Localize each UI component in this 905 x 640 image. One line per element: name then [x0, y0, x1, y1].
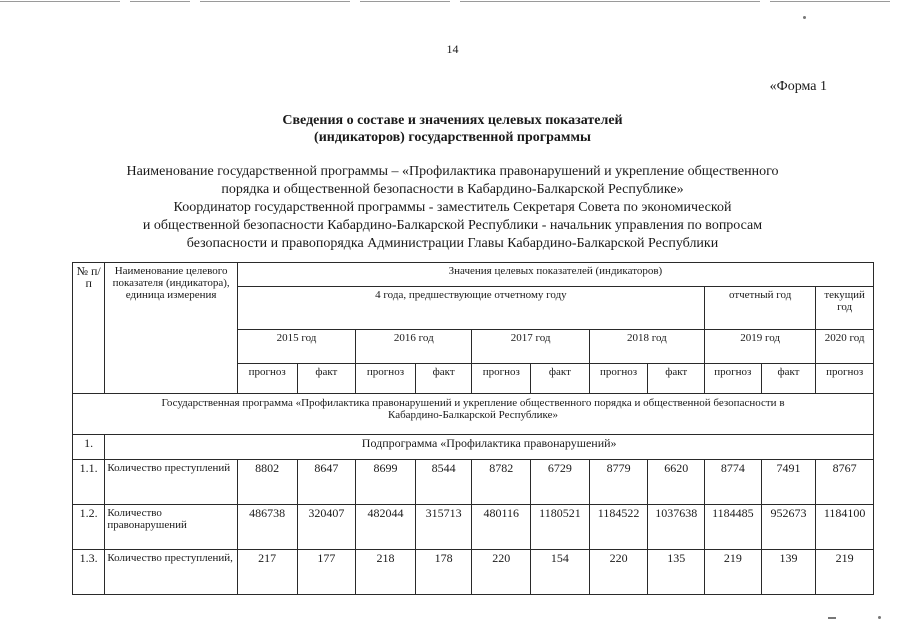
header-prev-years: 4 года, предшествующие отчетному году: [237, 287, 704, 330]
value-cell: 1037638: [648, 505, 705, 550]
scan-mark: [803, 16, 806, 19]
header-report-year: отчетный год: [705, 287, 816, 330]
row-num: 1.3.: [73, 550, 105, 595]
value-cell: 482044: [356, 505, 416, 550]
year-header: 2015 год: [237, 330, 355, 364]
scan-edge: [0, 0, 905, 4]
subheader-cell: прогноз: [705, 364, 762, 394]
value-cell: 1184485: [705, 505, 762, 550]
subheader-cell: прогноз: [589, 364, 648, 394]
subheader-cell: прогноз: [472, 364, 531, 394]
value-cell: 139: [761, 550, 816, 595]
year-header: 2017 год: [472, 330, 589, 364]
subheader-cell: факт: [297, 364, 356, 394]
value-cell: 8544: [415, 460, 472, 505]
value-cell: 8767: [816, 460, 874, 505]
scan-mark: [828, 617, 836, 619]
page-number: 14: [446, 42, 459, 56]
value-cell: 8647: [297, 460, 356, 505]
row-num: 1.2.: [73, 505, 105, 550]
value-cell: 1184522: [589, 505, 648, 550]
scan-mark: [878, 616, 881, 619]
header-current-year: текущий год: [816, 287, 874, 330]
year-header: 2020 год: [816, 330, 874, 364]
info-line: порядка и общественной безопасности в Кабардино-Балкарской Республике»: [221, 182, 684, 197]
value-cell: 486738: [237, 505, 297, 550]
table-row: [73, 505, 874, 550]
subprogram-name: Подпрограмма «Профилактика правонарушений»: [105, 435, 874, 460]
subheader-cell: прогноз: [237, 364, 297, 394]
info-line: Координатор государственной программы - заместитель Секретаря Совета по экономической: [173, 200, 732, 215]
subheader-cell: факт: [531, 364, 590, 394]
table-row: [73, 460, 874, 505]
value-cell: 1184100: [816, 505, 874, 550]
table-row: [73, 550, 874, 595]
value-cell: 8779: [589, 460, 648, 505]
year-header: 2018 год: [589, 330, 704, 364]
value-cell: 320407: [297, 505, 356, 550]
year-header: 2019 год: [705, 330, 816, 364]
value-cell: 6620: [648, 460, 705, 505]
header-values: Значения целевых показателей (индикаторов): [237, 263, 873, 287]
subheader-cell: прогноз: [816, 364, 874, 394]
subprogram-num: 1.: [73, 435, 105, 460]
subheader-cell: прогноз: [356, 364, 416, 394]
form-label: «Форма 1: [769, 79, 827, 94]
value-cell: 8774: [705, 460, 762, 505]
header-num: № п/п: [73, 263, 105, 394]
program-info: [0, 163, 905, 253]
value-cell: 218: [356, 550, 416, 595]
value-cell: 480116: [472, 505, 531, 550]
subheader-cell: факт: [415, 364, 472, 394]
value-cell: 315713: [415, 505, 472, 550]
value-cell: 1180521: [531, 505, 590, 550]
value-cell: 220: [589, 550, 648, 595]
row-indicator-name: Количество правонарушений: [105, 505, 237, 550]
info-line: безопасности и правопорядка Администрации Главы Кабардино-Балкарской Республики: [186, 236, 719, 251]
title-line: (индикаторов) государственной программы: [314, 130, 591, 145]
value-cell: 6729: [531, 460, 590, 505]
value-cell: 219: [705, 550, 762, 595]
value-cell: 178: [415, 550, 472, 595]
subheader-cell: факт: [648, 364, 705, 394]
value-cell: 217: [237, 550, 297, 595]
value-cell: 8782: [472, 460, 531, 505]
value-cell: 135: [648, 550, 705, 595]
program-row: Государственная программа «Профилактика правонарушений и укрепление общественного порядка и общественной безопасности в Кабардино-Балкарской Республике»: [73, 394, 874, 435]
header-indicator-name: Наименование целевого показателя (индикатора), единица измерения: [105, 263, 237, 394]
value-cell: 7491: [761, 460, 816, 505]
info-line: Наименование государственной программы – «Профилактика правонарушений и укрепление общественного: [126, 164, 779, 179]
row-indicator-name: Количество преступлений: [105, 460, 237, 505]
value-cell: 154: [531, 550, 590, 595]
row-indicator-name: Количество преступлений,: [105, 550, 237, 595]
subheader-cell: факт: [761, 364, 816, 394]
row-num: 1.1.: [73, 460, 105, 505]
value-cell: 219: [816, 550, 874, 595]
indicators-table: [72, 262, 874, 595]
year-header: 2016 год: [356, 330, 472, 364]
value-cell: 8802: [237, 460, 297, 505]
value-cell: 177: [297, 550, 356, 595]
info-line: и общественной безопасности Кабардино-Балкарской Республики - начальник управления по вопросам: [142, 218, 763, 233]
document-title: [0, 112, 905, 146]
value-cell: 220: [472, 550, 531, 595]
title-line: Сведения о составе и значениях целевых показателей: [282, 113, 623, 128]
value-cell: 952673: [761, 505, 816, 550]
value-cell: 8699: [356, 460, 416, 505]
